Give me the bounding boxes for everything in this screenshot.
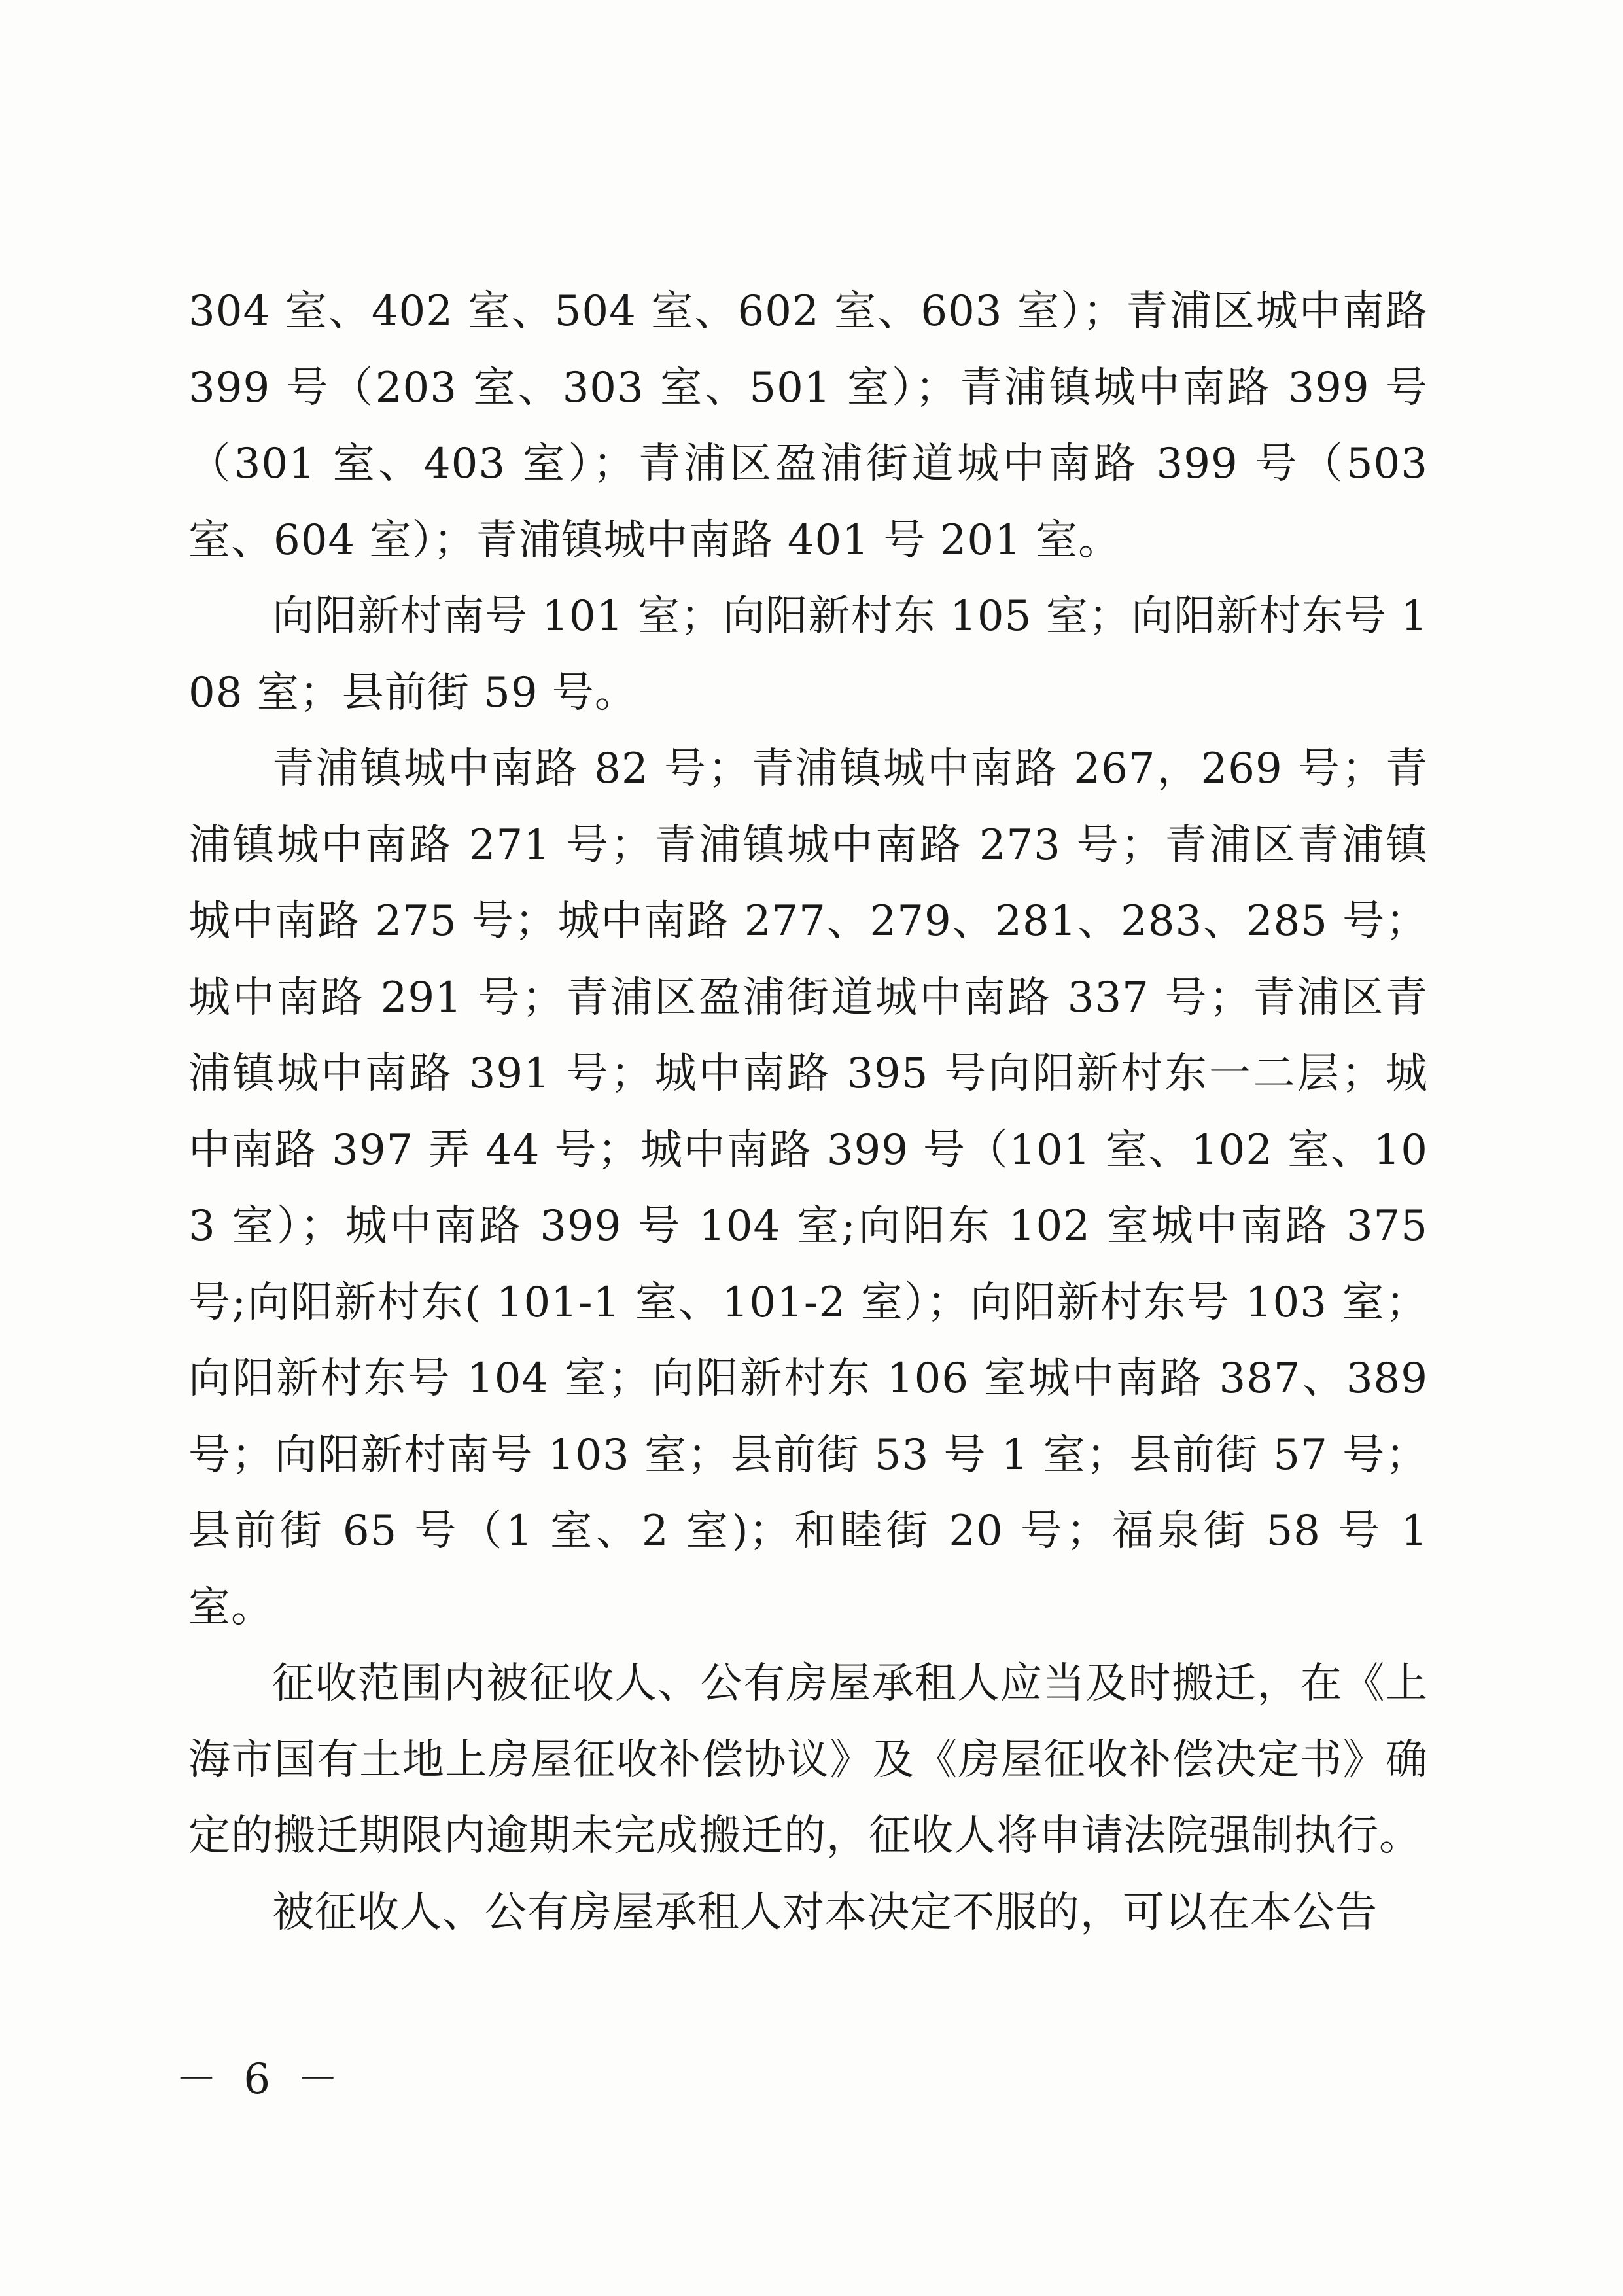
paragraph-address-list-continued: 304 室、402 室、504 室、602 室、603 室）；青浦区城中南路 399 号（203 室、303 室、501 室）；青浦镇城中南路 399 号（301 室、403 室）；青浦区盈浦街道城中南路 399 号（503 室、604 室）；青浦镇城中南路 401 号 201 室。 (188, 287, 1428, 565)
page-number: － 6 － (175, 2055, 345, 2104)
paragraph-chengzhong-addresses: 青浦镇城中南路 82 号；青浦镇城中南路 267，269 号；青浦镇城中南路 271 号；青浦镇城中南路 273 号；青浦区青浦镇城中南路 275 号；城中南路 277、279、281、283、285 号；城中南路 291 号；青浦区盈浦街道城中南路 337 号；青浦区青浦镇城中南路 391 号；城中南路 395 号向阳新村东一二层；城中南路 397 弄 44 号；城中南路 399 号（101 室、102 室、103 室）；城中南路 399 号 104 室;向阳东 102 室城中南路 375 号;向阳新村东( 101-1 室、101-2 室）；向阳新村东号 103 室；向阳新村东号 104 室；向阳新村东 106 室城中南路 387、389 号；向阳新村南号 103 室；县前街 53 号 1 室；县前街 57 号；县前街 65 号（1 室、2 室)；和睦街 20 号；福泉街 58 号 1 室。 (188, 745, 1428, 1632)
paragraph-relocation-notice: 征收范围内被征收人、公有房屋承租人应当及时搬迁，在《上海市国有土地上房屋征收补偿协议》及《房屋征收补偿决定书》确定的搬迁期限内逾期未完成搬迁的，征收人将申请法院强制执行。 (188, 1659, 1428, 1860)
paragraph-xiangyang-addresses: 向阳新村南号 101 室；向阳新村东 105 室；向阳新村东号 108 室；县前街 59 号。 (188, 592, 1428, 717)
paragraph-appeal-notice: 被征收人、公有房屋承租人对本决定不服的，可以在本公告 (272, 1888, 1378, 1937)
document-body (188, 274, 1428, 1951)
